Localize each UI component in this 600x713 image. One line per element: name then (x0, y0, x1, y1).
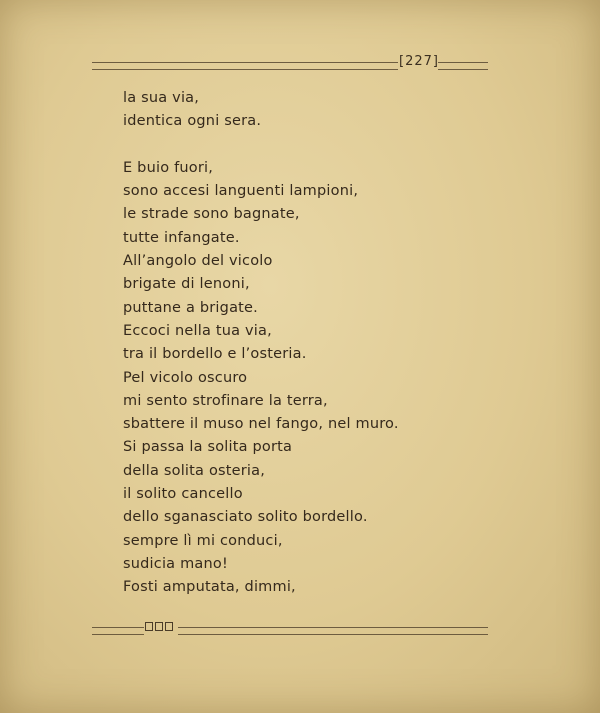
poem-line: mi sento strofinare la terra, (123, 392, 328, 409)
poem-line: Si passa la solita porta (123, 439, 293, 456)
poem-line: All’angolo del vicolo (123, 253, 273, 270)
poem-line: Fosti amputata, dimmi, (123, 579, 296, 596)
poem-line: E buio fuori, (123, 159, 214, 176)
poem-line: sono accesi languenti lampioni, (123, 183, 359, 200)
poem-line: Pel vicolo oscuro (123, 369, 248, 386)
poem-line: sudicia mano! (123, 555, 228, 572)
ornament-square (145, 622, 153, 631)
poem-text (123, 87, 453, 600)
header-rule-right (438, 62, 488, 70)
poem-line: la sua via, (123, 90, 200, 106)
poem-line: della solita osteria, (123, 462, 266, 479)
footer-rule-left (92, 627, 144, 635)
ornament-square (155, 622, 163, 631)
poem-line: tra il bordello e l’osteria. (123, 346, 307, 363)
footer-rule-right (178, 627, 488, 635)
stanza-break (123, 134, 453, 157)
poem-line: le strade sono bagnate, (123, 206, 300, 223)
page-number: [227] (399, 54, 439, 69)
poem-line: sempre lì mi conduci, (123, 532, 283, 549)
poem-line: tutte infangate. (123, 229, 240, 246)
poem-line: il solito cancello (123, 486, 243, 503)
poem-line: puttane a brigate. (123, 299, 258, 316)
poem-line: identica ogni sera. (123, 113, 262, 130)
header-rule-left (92, 62, 398, 70)
poem-line: sbattere il muso nel fango, nel muro. (123, 416, 399, 433)
poem-line: Eccoci nella tua via, (123, 322, 272, 339)
poem-line: dello sganasciato solito bordello. (123, 509, 368, 526)
ornament-square (165, 622, 173, 631)
poem-line: brigate di lenoni, (123, 276, 250, 293)
footer-ornament-icon (145, 622, 173, 631)
